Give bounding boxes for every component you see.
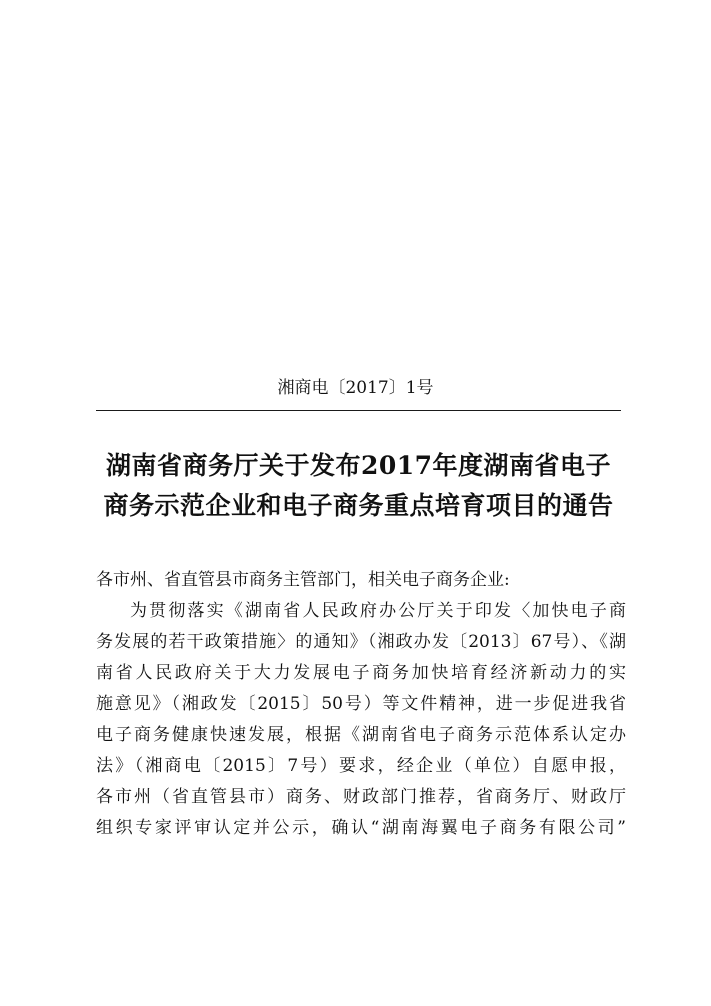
body-line: 电子商务健康快速发展，根据《湖南省电子商务示范体系认定办 (96, 725, 626, 745)
title-line: 湖南省商务厅关于发布2017年度湖南省电子 (105, 451, 612, 480)
body-line: 施意见》（湘政发〔2015〕50号）等文件精神，进一步促进我省 (96, 694, 626, 714)
title-line: 商务示范企业和电子商务重点培育项目的通告 (103, 491, 614, 520)
document-body (96, 565, 626, 844)
body-line: 为贯彻落实《湖南省人民政府办公厅关于印发〈加快电子商 (130, 601, 626, 621)
body-line: 南省人民政府关于大力发展电子商务加快培育经济新动力的实 (96, 663, 626, 683)
document-number: 湘商电〔2017〕1号 (277, 378, 434, 398)
body-line: 法》（湘商电〔2015〕7号）要求，经企业（单位）自愿申报， (96, 756, 626, 776)
body-line: 组织专家评审认定并公示，确认“湖南海翼电子商务有限公司” (96, 818, 626, 838)
header-divider (96, 410, 621, 411)
document-title (96, 446, 621, 526)
body-line: 各市州（省直管县市）商务、财政部门推荐，省商务厅、财政厅 (96, 787, 626, 807)
salutation: 各市州、省直管县市商务主管部门，相关电子商务企业: (96, 570, 510, 590)
body-line: 务发展的若干政策措施〉的通知》（湘政办发〔2013〕67号）、《湖 (96, 632, 626, 652)
